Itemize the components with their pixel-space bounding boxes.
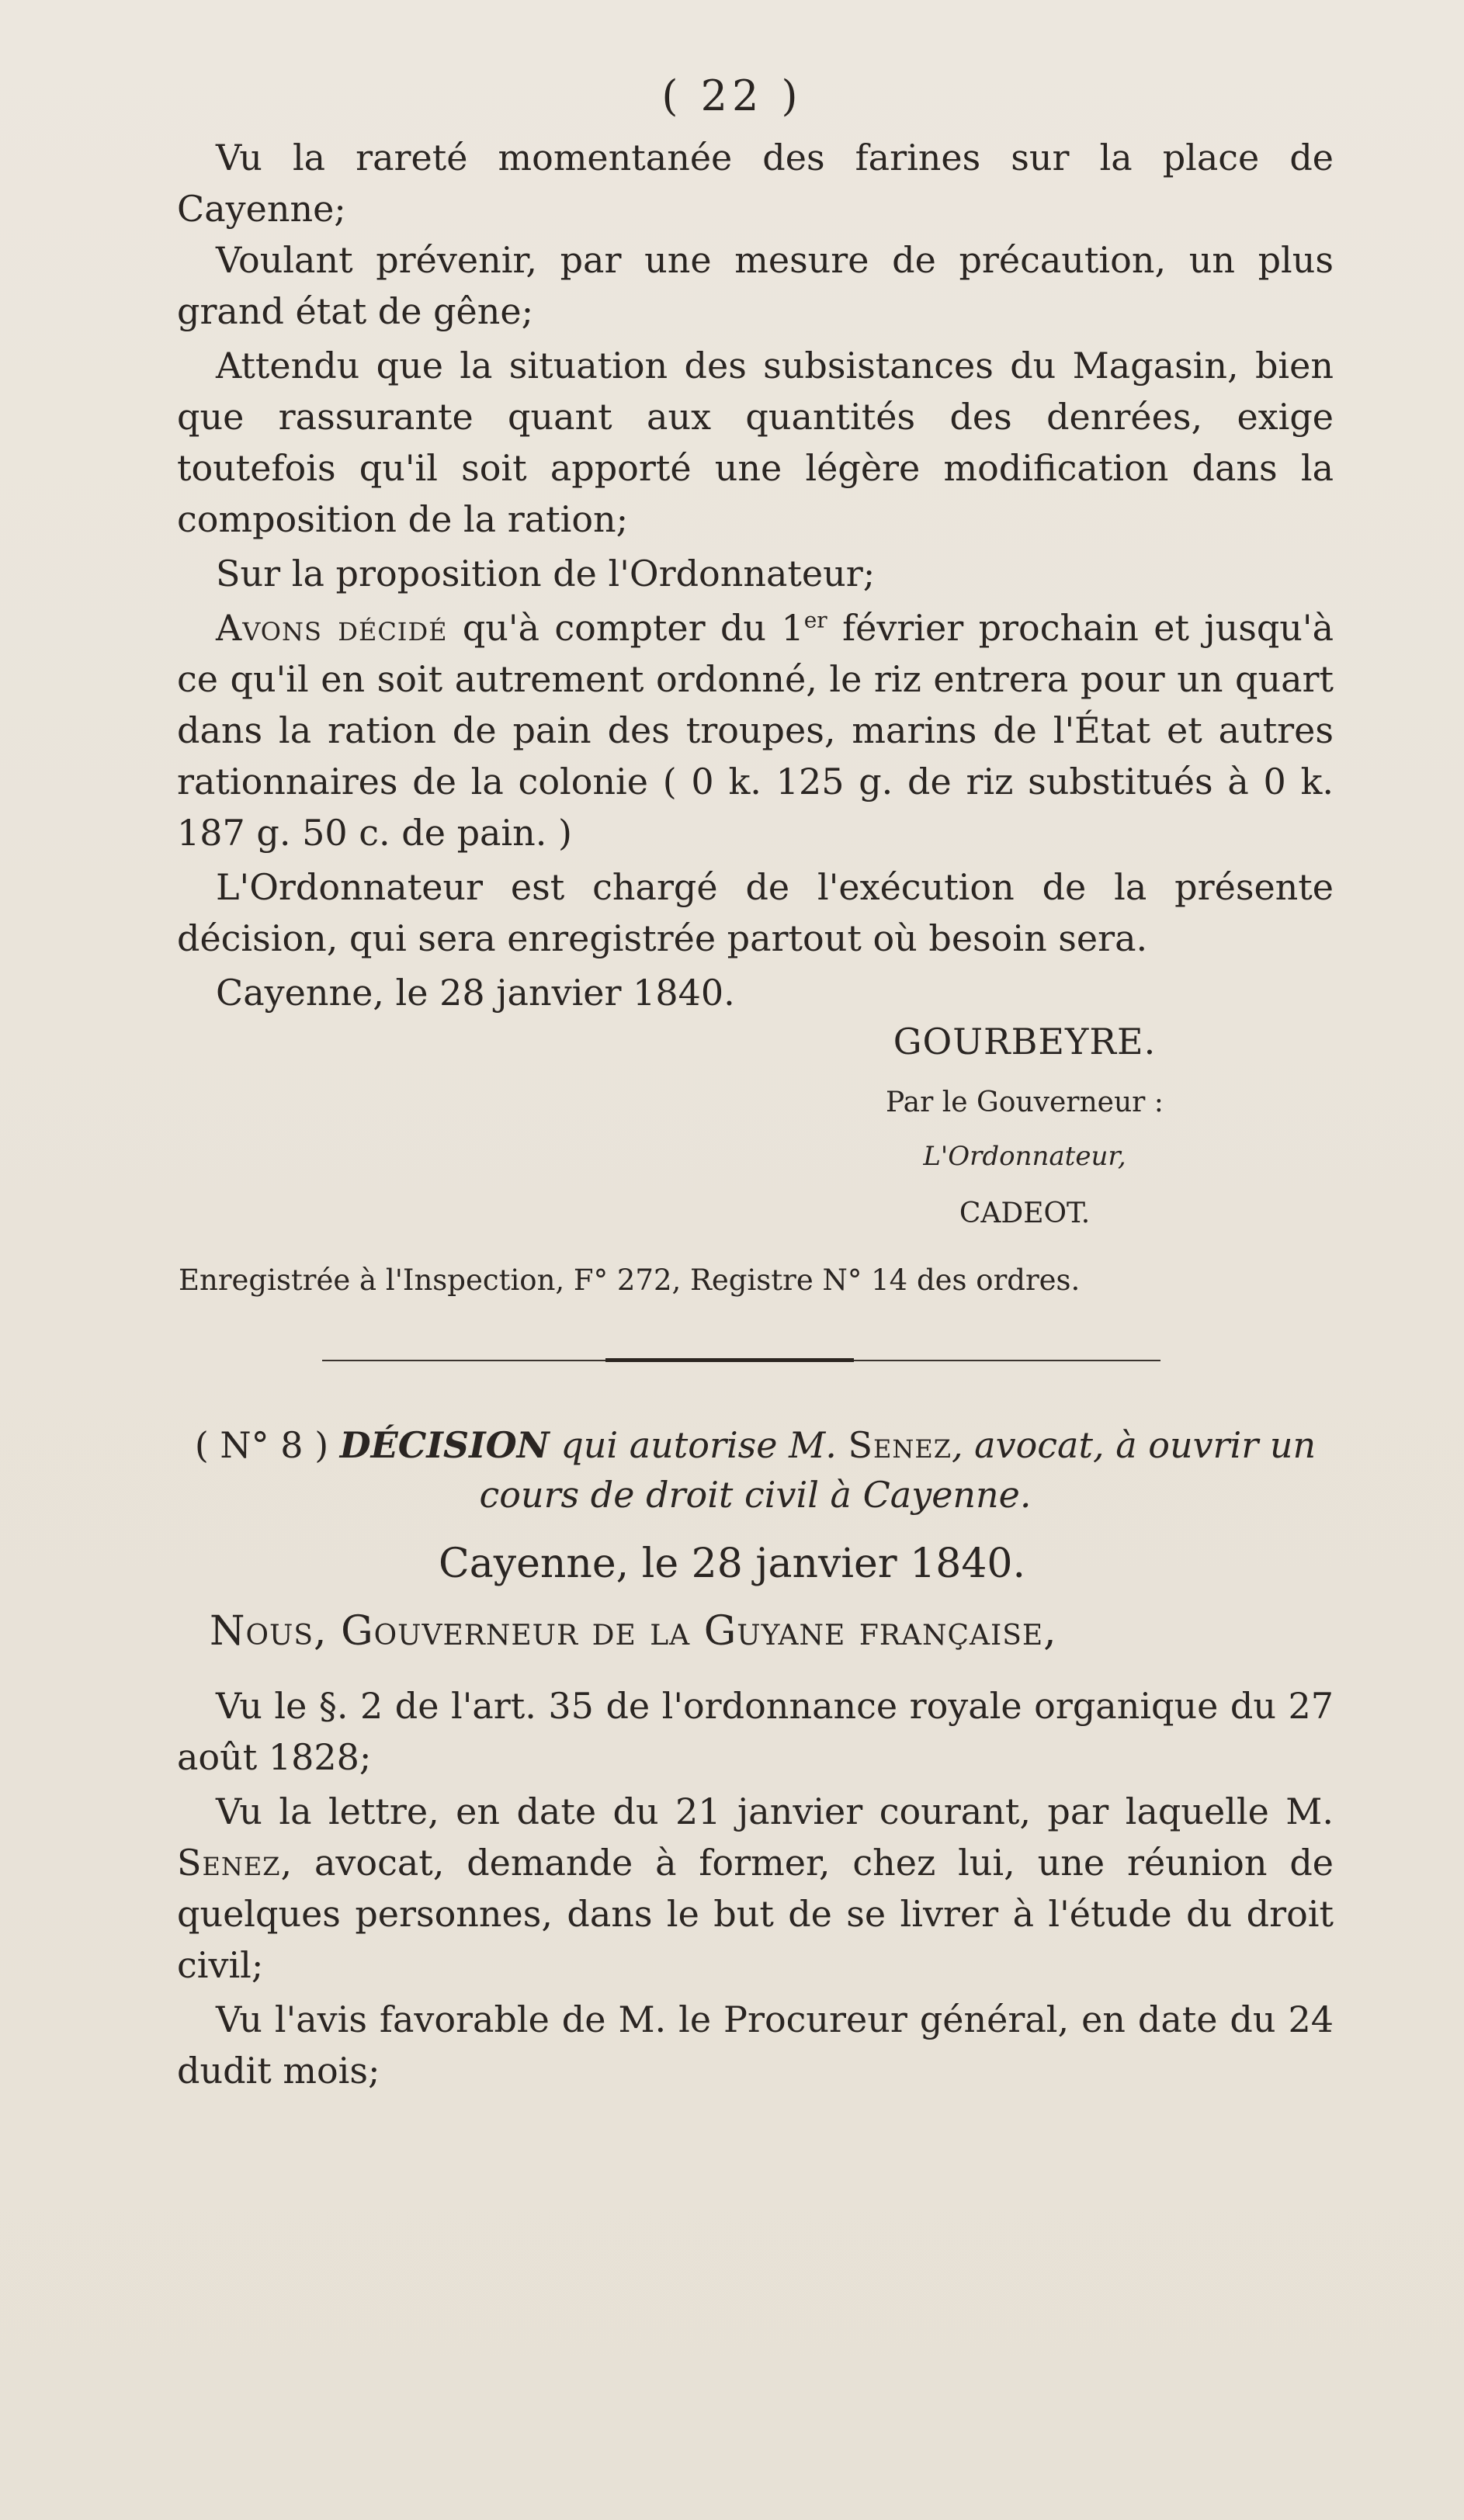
decision-body-2 (177, 1680, 1334, 2096)
decision-heading (177, 1420, 1334, 1520)
par-le-gouverneur: Par le Gouverneur : (886, 1087, 1164, 1118)
paragraph-date: Cayenne, le 28 janvier 1840. (216, 972, 735, 1014)
registry-note: Enregistrée à l'Inspection, F° 272, Registre N° 14 des ordres. (179, 1263, 1081, 1297)
lettre-text-b: , avocat, demande à former, chez lui, une réunion de quelques personnes, dans le but de se livrer à l'étude du droit civil; (177, 1842, 1334, 1986)
decision-date: Cayenne, le 28 janvier 1840. (438, 1541, 1026, 1587)
ordonnateur-title: L'Ordonnateur, (923, 1141, 1126, 1172)
lettre-name: Senez (177, 1842, 281, 1884)
avons-decide-text-b: février prochain et jusqu'à ce qu'il en soit autrement ordonné, le riz entrera pour un quart dans la ration de pain des troupes, marins de l'État et autres rationnaires de la colonie ( 0 k. 125 g. de riz substitués à 0 k. 187 g. 50 c. de pain. ) (177, 607, 1334, 854)
decision-number: ( N° 8 ) (194, 1424, 329, 1466)
paragraph-voulant: Voulant prévenir, par une mesure de précaution, un plus grand état de gêne; (177, 239, 1334, 332)
paragraph-attendu: Attendu que la situation des subsistances du Magasin, bien que rassurante quant aux quantités des denrées, exige toutefois qu'il soit apporté une légère modification dans la composition de la ration; (177, 345, 1334, 540)
paragraph-rarete: Vu la rareté momentanée des farines sur la place de Cayenne; (177, 137, 1334, 230)
paragraph-proposition: Sur la proposition de l'Ordonnateur; (216, 553, 876, 594)
superscript-er: er (803, 607, 827, 633)
avons-decide-text-a: qu'à compter du 1 (447, 607, 804, 649)
paragraph-ordonnateur-charge: L'Ordonnateur est chargé de l'exécution de la présente décision, qui sera enregistrée partout où besoin sera. (177, 866, 1334, 959)
paragraph-avons-decide (177, 602, 1334, 858)
decision-body-1 (177, 132, 1334, 1018)
page-number: ( 22 ) (661, 71, 803, 120)
nous-gouverneur: Nous, Gouverneur de la Guyane française, (210, 1608, 1057, 1655)
decision-name: Senez (848, 1424, 952, 1466)
avons-decide-lead: Avons décidé (216, 607, 448, 649)
decision-text-b: , avocat, à ouvrir un cours de droit civil à Cayenne. (479, 1424, 1317, 1516)
signature-gourbeyre: GOURBEYRE. (893, 1021, 1157, 1062)
decision-word: DÉCISION (339, 1424, 550, 1466)
paragraph-vu-avis: Vu l'avis favorable de M. le Procureur général, en date du 24 dudit mois; (177, 1998, 1334, 2092)
paragraph-vu-lettre (177, 1786, 1334, 1991)
decision-text-a: qui autorise M. (549, 1424, 848, 1466)
section-divider-center (605, 1358, 854, 1362)
paragraph-vu-article: Vu le §. 2 de l'art. 35 de l'ordonnance royale organique du 27 août 1828; (177, 1685, 1334, 1778)
lettre-text-a: Vu la lettre, en date du 21 janvier courant, par laquelle M. (216, 1790, 1334, 1832)
signature-cadeot: CADEOT. (959, 1198, 1091, 1229)
